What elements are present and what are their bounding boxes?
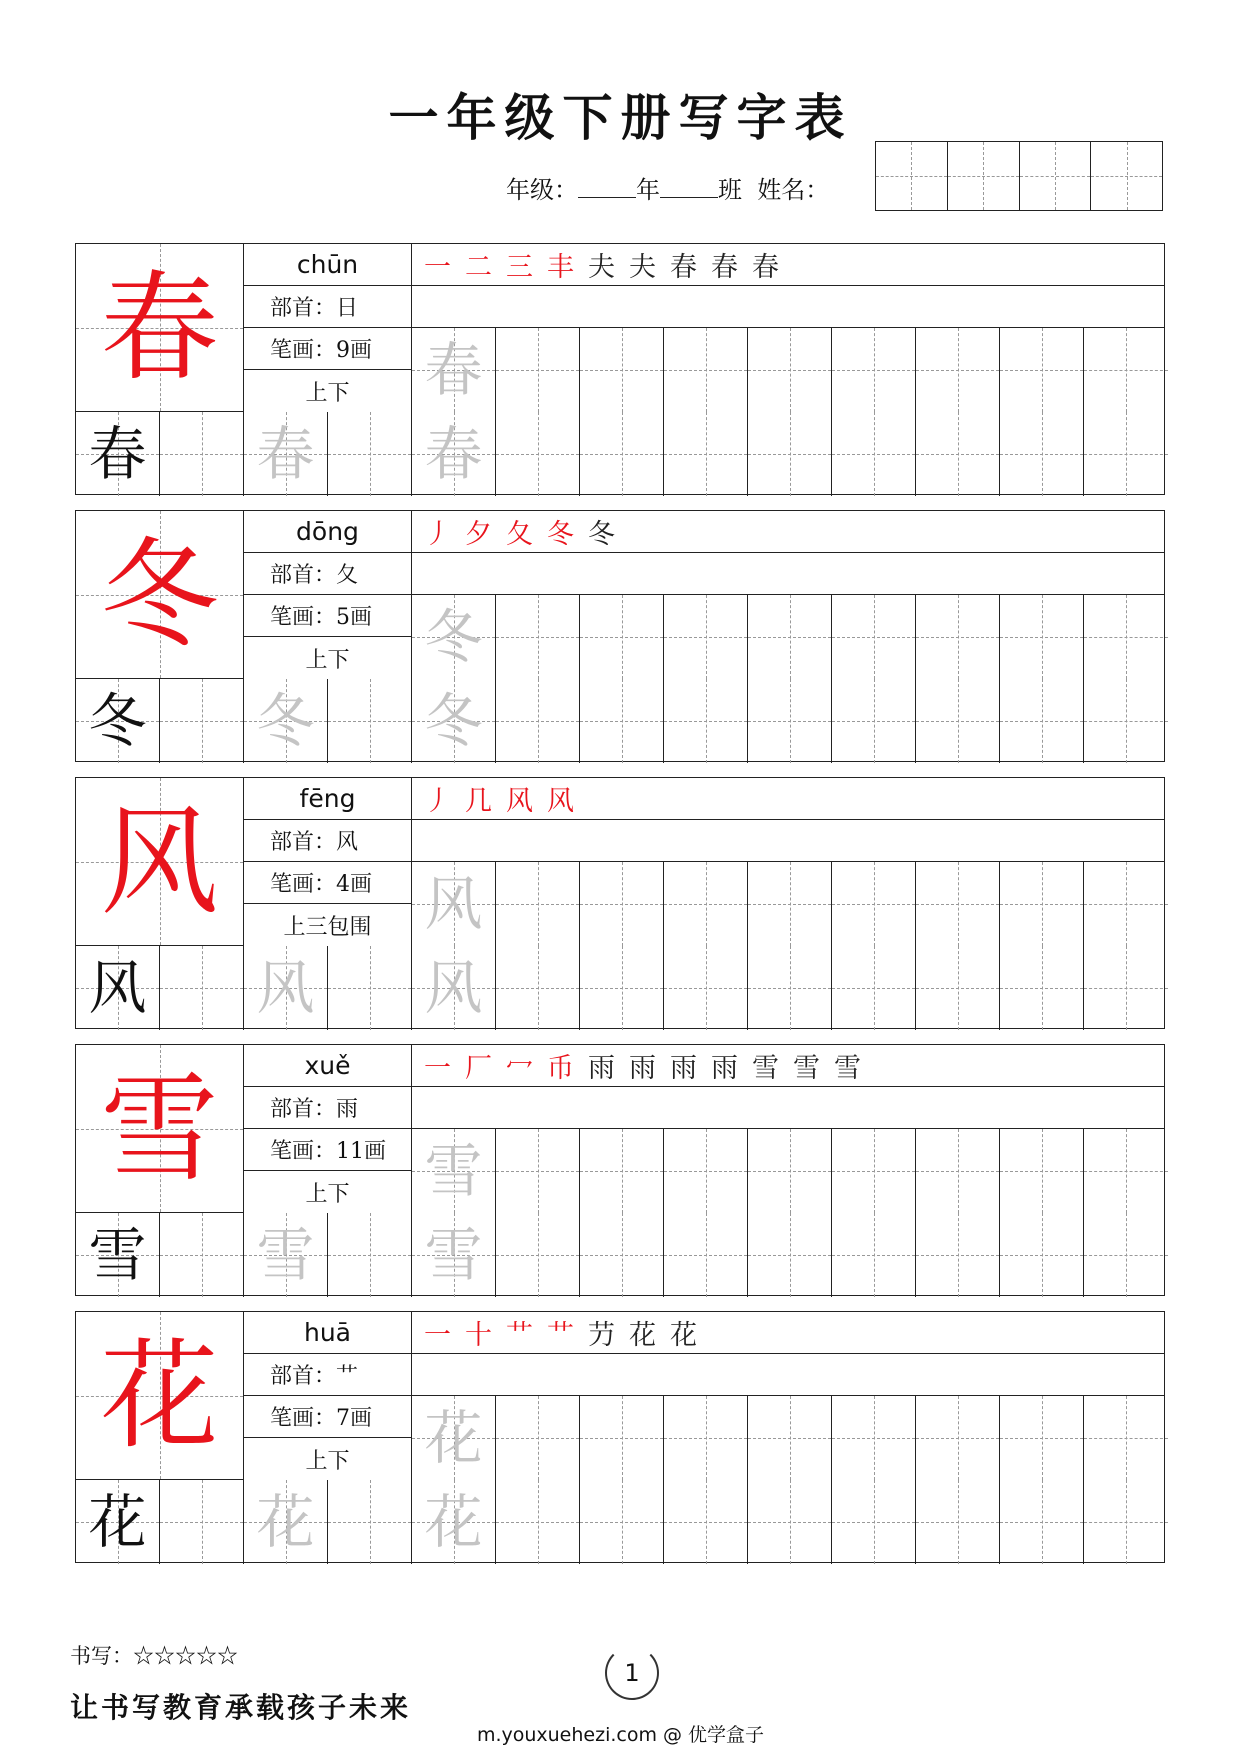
practice-cell[interactable] [832,1213,916,1297]
practice-cell[interactable] [748,412,832,496]
practice-cell[interactable] [1084,1480,1168,1564]
stroke-step: 冬 [588,519,615,550]
practice-cell[interactable] [496,328,580,412]
practice-cell[interactable] [1000,1129,1084,1213]
practice-cell[interactable] [832,412,916,496]
practice-cell[interactable] [832,1480,916,1564]
practice-cell[interactable] [580,595,664,679]
character-info [244,778,412,946]
trace-character: 花 [424,1404,483,1472]
blank-line [412,286,1164,328]
stroke-step: 雨 [711,1053,738,1084]
practice-cell[interactable] [496,679,580,763]
stroke-step: 丰 [547,252,574,283]
stroke-count: 笔画：4画 [244,862,411,904]
structure: 上下 [305,380,350,406]
practice-cell[interactable] [748,862,832,946]
name-cell[interactable] [948,142,1020,210]
practice-cell[interactable] [496,1213,580,1297]
practice-cell[interactable] [580,1396,664,1480]
practice-cell[interactable] [916,679,1000,763]
model-character-cell [76,511,244,679]
model-character-cell [76,1312,244,1480]
stroke-count: 笔画：11画 [244,1129,411,1171]
practice-cell[interactable] [748,1480,832,1564]
practice-cell[interactable] [580,1480,664,1564]
practice-cell[interactable] [76,412,160,496]
stroke-order [412,511,1164,553]
practice-cell[interactable] [496,946,580,1030]
example-character: 雪 [88,1221,147,1289]
practice-cell[interactable] [1000,1213,1084,1297]
practice-row [76,412,1168,496]
stroke-step: 一 [424,252,451,283]
name-writing-grid[interactable] [875,141,1163,211]
stroke-order [412,1312,1164,1354]
practice-cell[interactable] [328,412,412,496]
page-title: 一年级下册写字表 [388,88,853,147]
blank-line [412,553,1164,595]
practice-cell[interactable] [916,595,1000,679]
stroke-step: 冬 [547,519,574,550]
practice-cell[interactable] [1084,328,1168,412]
name-cell[interactable] [1091,142,1162,210]
model-character: 花 [100,1326,219,1465]
stroke-step: 三 [506,252,533,283]
stroke-step: 夕 [465,519,492,550]
practice-cell[interactable] [664,1480,748,1564]
practice-cell[interactable] [412,595,496,679]
character-block [75,1044,1165,1296]
practice-cell[interactable] [1084,1129,1168,1213]
practice-cell[interactable] [160,679,244,763]
practice-cell[interactable] [1000,862,1084,946]
stroke-step: 春 [711,252,738,283]
practice-cell[interactable] [412,679,496,763]
grade-blank[interactable] [578,177,636,198]
practice-cell[interactable] [76,946,160,1030]
practice-cell[interactable] [748,1129,832,1213]
practice-cell[interactable] [1000,946,1084,1030]
name-cell[interactable] [1020,142,1092,210]
practice-cell[interactable] [832,1396,916,1480]
practice-cell[interactable] [412,412,496,496]
character-block [75,510,1165,762]
trace-character: 冬 [424,603,483,671]
stroke-step: 厂 [465,1053,492,1084]
practice-cell[interactable] [664,1213,748,1297]
stroke-step: 花 [629,1320,656,1351]
stroke-step: 几 [465,786,492,817]
stroke-order [412,778,1164,820]
motto: 让书写教育承载孩子未来 [70,1691,412,1724]
practice-cell[interactable] [748,679,832,763]
example-character: 冬 [88,687,147,755]
radical: 部首：日 [244,286,411,328]
practice-cell[interactable] [76,679,160,763]
student-info [506,170,829,205]
practice-cell[interactable] [76,1480,160,1564]
practice-cell[interactable] [328,946,412,1030]
pinyin: chūn [244,244,411,286]
class-blank[interactable] [660,177,718,198]
practice-cell[interactable] [1000,1396,1084,1480]
character-block [75,1311,1165,1563]
practice-cell[interactable] [832,595,916,679]
model-character-cell [76,244,244,412]
practice-cell[interactable] [1000,595,1084,679]
radical: 部首：夂 [244,553,411,595]
stroke-step: 雪 [793,1053,820,1084]
practice-row [76,679,1168,763]
practice-cell[interactable] [916,1396,1000,1480]
trace-character: 花 [424,1488,483,1556]
practice-cell[interactable] [244,1480,328,1564]
practice-cell[interactable] [664,412,748,496]
trace-character: 风 [256,954,315,1022]
practice-cell[interactable] [244,679,328,763]
trace-character: 花 [256,1488,315,1556]
practice-cell[interactable] [328,1213,412,1297]
stroke-step: 春 [752,252,779,283]
structure: 上三包围 [283,914,372,940]
practice-cell[interactable] [916,862,1000,946]
practice-cell[interactable] [916,1129,1000,1213]
name-cell[interactable] [876,142,948,210]
practice-cell[interactable] [160,946,244,1030]
example-character: 风 [88,954,147,1022]
practice-cell[interactable] [496,1480,580,1564]
model-character: 冬 [100,525,219,664]
practice-cell[interactable] [832,862,916,946]
practice-row [412,595,1168,679]
practice-cell[interactable] [412,1129,496,1213]
year-label: 年 [636,176,660,204]
practice-cell[interactable] [580,412,664,496]
model-character-cell [76,1045,244,1213]
practice-cell[interactable] [580,679,664,763]
stroke-count: 笔画：9画 [244,328,411,370]
stroke-step: 夫 [588,252,615,283]
practice-cell[interactable] [496,1396,580,1480]
character-info [244,1312,412,1480]
structure: 上下 [305,1448,350,1474]
grade-label: 年级： [506,176,578,204]
practice-cell[interactable] [748,1213,832,1297]
pinyin: huā [244,1312,411,1354]
practice-cell[interactable] [328,1480,412,1564]
pinyin: dōng [244,511,411,553]
practice-cell[interactable] [1084,1396,1168,1480]
site-credit: m.youxuehezi.com @ 优学盒子 [476,1724,765,1746]
stroke-step: 二 [465,252,492,283]
class-label: 班 [718,176,742,204]
practice-cell[interactable] [244,1213,328,1297]
trace-character: 雪 [424,1221,483,1289]
practice-cell[interactable] [160,1480,244,1564]
practice-cell[interactable] [1000,328,1084,412]
trace-character: 冬 [424,687,483,755]
stroke-count: 笔画：7画 [244,1396,411,1438]
trace-character: 风 [424,954,483,1022]
practice-cell[interactable] [832,1129,916,1213]
practice-cell[interactable] [328,679,412,763]
practice-cell[interactable] [748,595,832,679]
practice-cell[interactable] [496,862,580,946]
model-character: 春 [100,258,219,397]
practice-cell[interactable] [748,946,832,1030]
radical: 部首：风 [244,820,411,862]
blank-line [412,1354,1164,1396]
stroke-step: 风 [506,786,533,817]
practice-cell[interactable] [916,946,1000,1030]
practice-cell[interactable] [832,946,916,1030]
stroke-step: 丿 [424,786,451,817]
stroke-step: 币 [547,1053,574,1084]
pinyin: fēng [244,778,411,820]
stroke-step: 雨 [670,1053,697,1084]
practice-cell[interactable] [496,595,580,679]
practice-cell[interactable] [1084,862,1168,946]
practice-row [412,328,1168,412]
character-info [244,511,412,679]
stroke-step: 一 [424,1320,451,1351]
stroke-step: 丿 [424,519,451,550]
practice-cell[interactable] [832,679,916,763]
practice-row [412,1396,1168,1480]
practice-cell[interactable] [580,1213,664,1297]
practice-cell[interactable] [412,1480,496,1564]
practice-cell[interactable] [1084,946,1168,1030]
model-character-cell [76,778,244,946]
stroke-step: 风 [547,786,574,817]
stroke-step: 夫 [629,252,656,283]
stroke-step: 夂 [506,519,533,550]
practice-cell[interactable] [160,412,244,496]
example-character: 春 [88,420,147,488]
character-block [75,777,1165,1029]
structure: 上下 [305,647,350,673]
practice-cell[interactable] [76,1213,160,1297]
character-info [244,1045,412,1213]
trace-character: 春 [424,420,483,488]
stroke-step: 雨 [588,1053,615,1084]
practice-cell[interactable] [916,412,1000,496]
practice-cell[interactable] [1084,1213,1168,1297]
practice-cell[interactable] [664,946,748,1030]
practice-cell[interactable] [580,946,664,1030]
practice-row [412,1129,1168,1213]
practice-cell[interactable] [916,1480,1000,1564]
practice-cell[interactable] [1000,1480,1084,1564]
practice-row [76,1213,1168,1297]
stroke-count: 笔画：5画 [244,595,411,637]
trace-character: 雪 [256,1221,315,1289]
example-character: 花 [88,1488,147,1556]
practice-cell[interactable] [244,412,328,496]
stroke-order [412,244,1164,286]
practice-cell[interactable] [244,946,328,1030]
stroke-order [412,1045,1164,1087]
practice-row [76,946,1168,1030]
practice-cell[interactable] [1000,679,1084,763]
stroke-step: 花 [670,1320,697,1351]
practice-cell[interactable] [748,1396,832,1480]
practice-cell[interactable] [664,595,748,679]
name-label: 姓名： [757,176,830,204]
stroke-step: 冖 [506,1053,533,1084]
stroke-step: 艹 [547,1320,574,1351]
stroke-step: 十 [465,1320,492,1351]
stroke-step: 春 [670,252,697,283]
stroke-step: 芀 [588,1320,615,1351]
practice-cell[interactable] [664,1129,748,1213]
stroke-step: 雪 [752,1053,779,1084]
practice-cell[interactable] [916,328,1000,412]
trace-character: 春 [256,420,315,488]
radical: 部首：雨 [244,1087,411,1129]
practice-cell[interactable] [1084,679,1168,763]
stroke-step: 雪 [834,1053,861,1084]
model-character: 雪 [100,1059,219,1198]
practice-cell[interactable] [580,328,664,412]
pinyin: xuě [244,1045,411,1087]
practice-cell[interactable] [412,946,496,1030]
character-block [75,243,1165,495]
stroke-step: 艹 [506,1320,533,1351]
character-info [244,244,412,412]
practice-cell[interactable] [664,862,748,946]
practice-cell[interactable] [832,328,916,412]
radical: 部首：艹 [244,1354,411,1396]
practice-cell[interactable] [916,1213,1000,1297]
practice-cell[interactable] [580,1129,664,1213]
practice-cell[interactable] [748,328,832,412]
structure: 上下 [305,1181,350,1207]
blank-line [412,1087,1164,1129]
practice-cell[interactable] [160,1213,244,1297]
practice-cell[interactable] [664,1396,748,1480]
practice-cell[interactable] [412,862,496,946]
practice-cell[interactable] [412,328,496,412]
page-number: 1 [605,1646,659,1700]
practice-cell[interactable] [664,679,748,763]
practice-cell[interactable] [412,1213,496,1297]
stroke-step: 一 [424,1053,451,1084]
trace-character: 春 [424,336,483,404]
practice-cell[interactable] [496,1129,580,1213]
practice-cell[interactable] [496,412,580,496]
practice-cell[interactable] [1084,412,1168,496]
rating-label: 书写：☆☆☆☆☆ [70,1644,238,1668]
practice-row [76,1480,1168,1564]
practice-cell[interactable] [664,328,748,412]
practice-row [412,862,1168,946]
practice-cell[interactable] [580,862,664,946]
practice-cell[interactable] [1084,595,1168,679]
trace-character: 冬 [256,687,315,755]
model-character: 风 [100,792,219,931]
trace-character: 雪 [424,1137,483,1205]
practice-cell[interactable] [1000,412,1084,496]
practice-cell[interactable] [412,1396,496,1480]
stroke-step: 雨 [629,1053,656,1084]
trace-character: 风 [424,870,483,938]
blank-line [412,820,1164,862]
